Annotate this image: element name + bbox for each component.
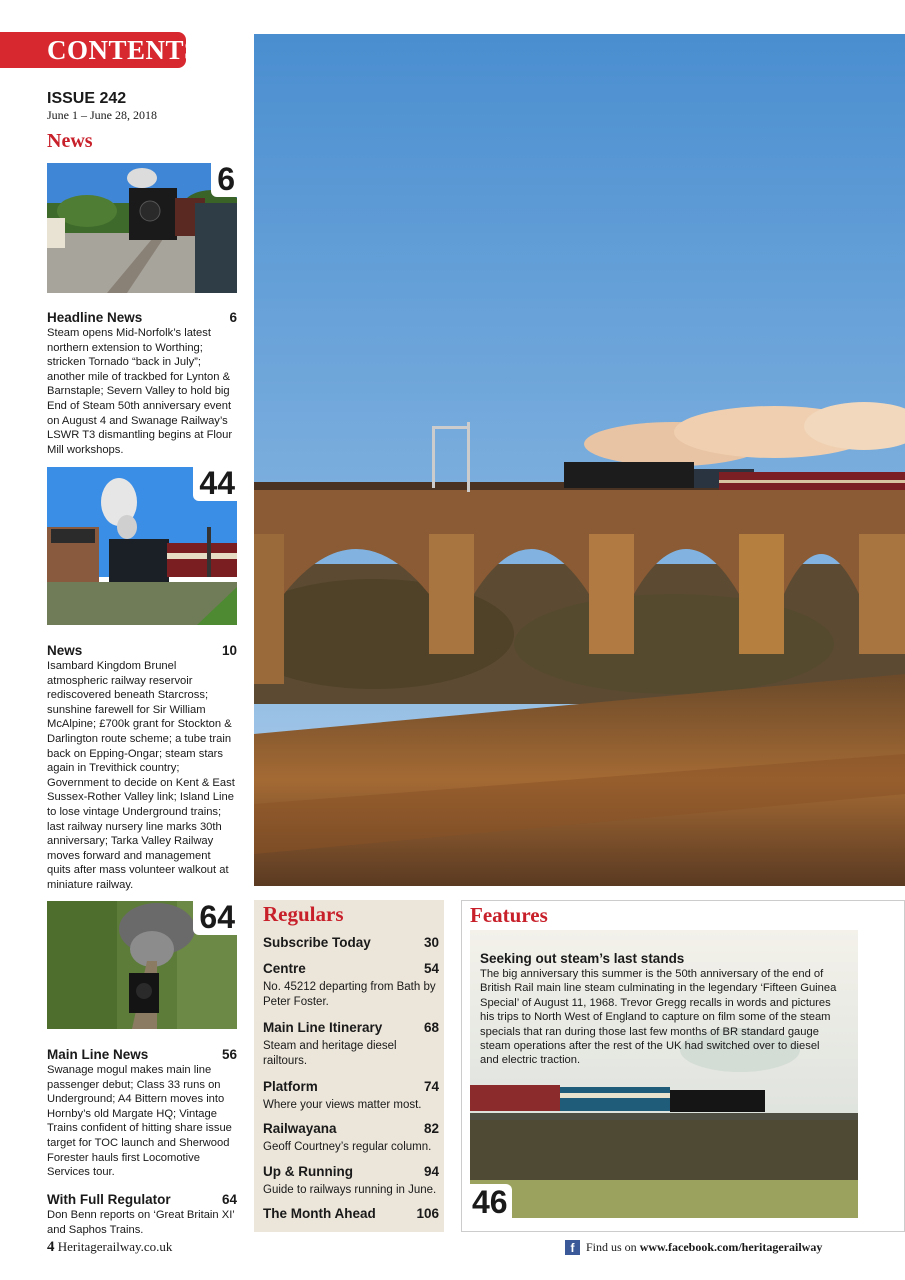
item-text: No. 45212 departing from Bath by Peter Foster. xyxy=(263,981,436,1008)
news-entry[interactable] xyxy=(47,643,237,893)
entry-text: Isambard Kingdom Brunel atmospheric railway reservoir rediscovered beneath Starcross; sunshine farewell for Sir William McAlpine; £700k grant for Stockton & Darlington route scheme; a tube train back on Epping-Ongar; steam stars again in Trevithick country; Government to decide on Kent & East Sussex-Rother Valley link; Island Line to lose vintage Underground trains; last railway nursery line marks 30th anniversary; Tarka Valley Railway moves forward and management quits after mass volunteer walkout at miniature railway. xyxy=(47,660,235,891)
regular-item-subscribe[interactable] xyxy=(263,935,439,951)
entry-text: Swanage mogul makes main line passenger debut; Class 33 runs on Underground; A4 Bittern moves into Hornby’s old Margate HQ; Vintage Trains confident of hitting share issue target for TOC launch and Sherwood Forester hauls first Locomotive Services tour. xyxy=(47,1064,232,1179)
item-page: 68 xyxy=(423,1020,439,1035)
feature-story-text: The big anniversary this summer is the 50th anniversary of the end of British Rail main line steam culminating in the legendary ‘Fifteen Guinea Special’ of August 11, 1968. Trevor Gregg recalls in words and pictures his trips to North West of England to capture on film some of the steam specials that ran during those last few months of BR standard gauge steam operations after the rest of the UK had switched over to diesel and electric traction. xyxy=(480,968,837,1067)
facebook-prefix: Find us on xyxy=(586,1240,637,1254)
item-text: Geoff Courtney’s regular column. xyxy=(263,1141,432,1153)
entry-page: 10 xyxy=(221,643,237,658)
item-title: Railwayana xyxy=(263,1121,337,1136)
regulars-panel xyxy=(254,900,444,1232)
item-title: Main Line Itinerary xyxy=(263,1020,383,1035)
news-photo-2[interactable] xyxy=(47,467,237,625)
entry-title: Main Line News xyxy=(47,1047,149,1062)
headline-news-entry[interactable] xyxy=(47,310,237,457)
item-text: Steam and heritage diesel railtours. xyxy=(263,1040,397,1067)
main-line-news-entry[interactable] xyxy=(47,1047,237,1180)
entry-text: Steam opens Mid-Norfolk’s latest northern extension to Worthing; stricken Tornado “back in July”; another mile of trackbed for Lynton & Barnstaple; Severn Valley to hold big End of Steam 50th anniversary event on August 4 and Swanage Railway’s LSWR T3 dismantling begins at Flour Mill workshops. xyxy=(47,327,233,456)
regular-item-up-and-running[interactable] xyxy=(263,1164,439,1198)
item-title: Subscribe Today xyxy=(263,935,371,950)
page-badge: 64 xyxy=(193,901,237,935)
item-page: 106 xyxy=(416,1206,439,1221)
regular-item-centre[interactable] xyxy=(263,961,439,1010)
entry-title: Headline News xyxy=(47,310,143,325)
entry-page: 6 xyxy=(229,310,237,325)
news-photo-3[interactable] xyxy=(47,901,237,1029)
page-badge: 46 xyxy=(470,1184,512,1218)
item-page: 82 xyxy=(423,1121,439,1136)
regular-item-main-line-itinerary[interactable] xyxy=(263,1020,439,1069)
item-text: Where your views matter most. xyxy=(263,1099,422,1111)
item-page: 74 xyxy=(423,1079,439,1094)
entry-title: With Full Regulator xyxy=(47,1192,171,1207)
item-title: Centre xyxy=(263,961,306,976)
footer-facebook[interactable] xyxy=(565,1240,822,1255)
page-badge: 44 xyxy=(193,467,237,501)
item-text: Guide to railways running in June. xyxy=(263,1184,437,1196)
item-page: 54 xyxy=(423,961,439,976)
regular-item-railwayana[interactable] xyxy=(263,1121,439,1155)
issue-number: ISSUE 242 xyxy=(47,90,127,107)
feature-photo[interactable] xyxy=(470,930,858,1218)
issue-dates: June 1 – June 28, 2018 xyxy=(47,108,157,122)
feature-story-title: Seeking out steam’s last stands xyxy=(480,951,685,966)
entry-page: 64 xyxy=(221,1192,237,1207)
page-badge: 6 xyxy=(211,163,237,197)
entry-page: 56 xyxy=(221,1047,237,1062)
item-page: 94 xyxy=(423,1164,439,1179)
page-number: 4 xyxy=(47,1239,55,1255)
item-title: Platform xyxy=(263,1079,318,1094)
entry-title: News xyxy=(47,643,83,658)
facebook-url[interactable]: www.facebook.com/heritagerailway xyxy=(639,1240,823,1254)
facebook-icon: f xyxy=(565,1240,580,1255)
regulars-heading: Regulars xyxy=(263,902,344,926)
hero-viaduct-photo[interactable] xyxy=(254,34,905,886)
entry-text: Don Benn reports on ‘Great Britain XI’ and Saphos Trains. xyxy=(47,1209,235,1236)
item-title: Up & Running xyxy=(263,1164,353,1179)
footer-page-info xyxy=(47,1239,172,1256)
features-panel xyxy=(461,900,905,1232)
item-title: The Month Ahead xyxy=(263,1206,376,1221)
news-heading: News xyxy=(47,130,93,152)
contents-tab: CONTENTS xyxy=(0,32,186,68)
item-page: 30 xyxy=(423,935,439,950)
feature-story xyxy=(480,950,840,1068)
regular-item-platform[interactable] xyxy=(263,1079,439,1113)
with-full-regulator-entry[interactable] xyxy=(47,1192,237,1237)
news-photo-1[interactable] xyxy=(47,163,237,293)
regular-item-month-ahead[interactable] xyxy=(263,1206,439,1222)
site-name[interactable]: Heritagerailway.co.uk xyxy=(57,1239,173,1254)
features-heading: Features xyxy=(470,903,548,927)
